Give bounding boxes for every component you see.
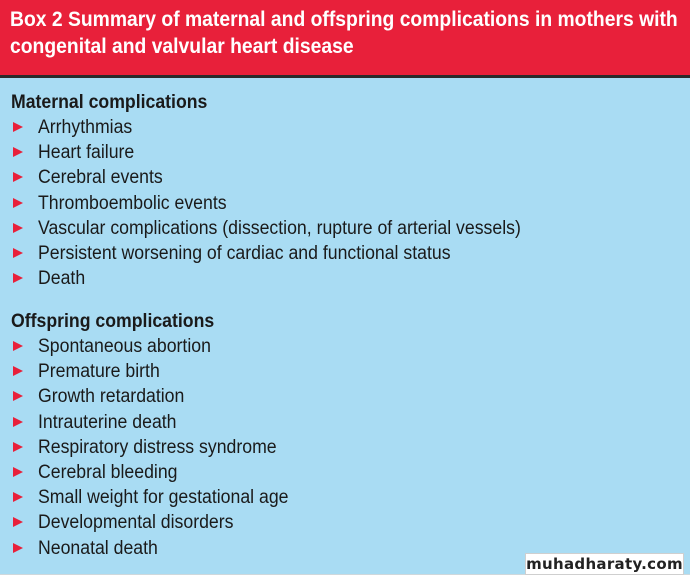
section-heading: Offspring complications (11, 311, 215, 332)
list-item (11, 216, 681, 241)
list-item-text: Neonatal death (38, 537, 158, 559)
list-item (11, 510, 681, 535)
list-item-text: Persistent worsening of cardiac and functional status (38, 242, 451, 264)
red-triangle-bullet-icon (13, 366, 23, 376)
list-item (11, 334, 681, 359)
red-triangle-bullet-icon (13, 248, 23, 258)
red-triangle-bullet-icon (13, 417, 23, 427)
list-item-text: Developmental disorders (38, 512, 234, 534)
list-item (11, 165, 681, 190)
offspring-complications-list (11, 334, 681, 561)
list-item (11, 191, 681, 216)
section-heading: Maternal complications (11, 92, 208, 113)
red-triangle-bullet-icon (13, 442, 23, 452)
red-triangle-bullet-icon (13, 543, 23, 553)
list-item-text: Thromboembolic events (38, 192, 227, 214)
list-item (11, 266, 681, 291)
red-triangle-bullet-icon (13, 273, 23, 283)
list-item-text: Small weight for gestational age (38, 487, 289, 509)
red-triangle-bullet-icon (13, 517, 23, 527)
list-item (11, 460, 681, 485)
list-item (11, 140, 681, 165)
box-title: Box 2 Summary of maternal and offspring complications in mothers with congenital and valvular heart disease (10, 8, 678, 58)
list-item-text: Intrauterine death (38, 411, 177, 433)
list-item-text: Growth retardation (38, 386, 185, 408)
list-item-text: Premature birth (38, 361, 160, 383)
red-triangle-bullet-icon (13, 147, 23, 157)
list-item-text: Cerebral events (38, 167, 163, 189)
list-item-text: Respiratory distress syndrome (38, 436, 277, 458)
list-item-text: Arrhythmias (38, 117, 133, 138)
offspring-complications-section (11, 310, 681, 561)
list-item (11, 359, 681, 384)
list-item (11, 435, 681, 460)
red-triangle-bullet-icon (13, 492, 23, 502)
red-triangle-bullet-icon (13, 467, 23, 477)
list-item-text: Vascular complications (dissection, rupture of arterial vessels) (38, 217, 521, 239)
red-triangle-bullet-icon (13, 122, 23, 132)
list-item (11, 115, 681, 140)
red-triangle-bullet-icon (13, 341, 23, 351)
list-item (11, 384, 681, 409)
watermark-badge[interactable]: muhadharaty.com (526, 555, 683, 573)
red-triangle-bullet-icon (13, 391, 23, 401)
list-item-text: Spontaneous abortion (38, 336, 211, 357)
list-item (11, 410, 681, 435)
box-header (0, 0, 690, 78)
red-triangle-bullet-icon (13, 172, 23, 182)
list-item (11, 485, 681, 510)
red-triangle-bullet-icon (13, 223, 23, 233)
list-item-text: Cerebral bleeding (38, 461, 178, 483)
list-item (11, 241, 681, 266)
red-triangle-bullet-icon (13, 198, 23, 208)
list-item-text: Heart failure (38, 142, 135, 164)
maternal-complications-section (11, 91, 681, 291)
maternal-complications-list (11, 115, 681, 291)
list-item-text: Death (38, 268, 86, 290)
